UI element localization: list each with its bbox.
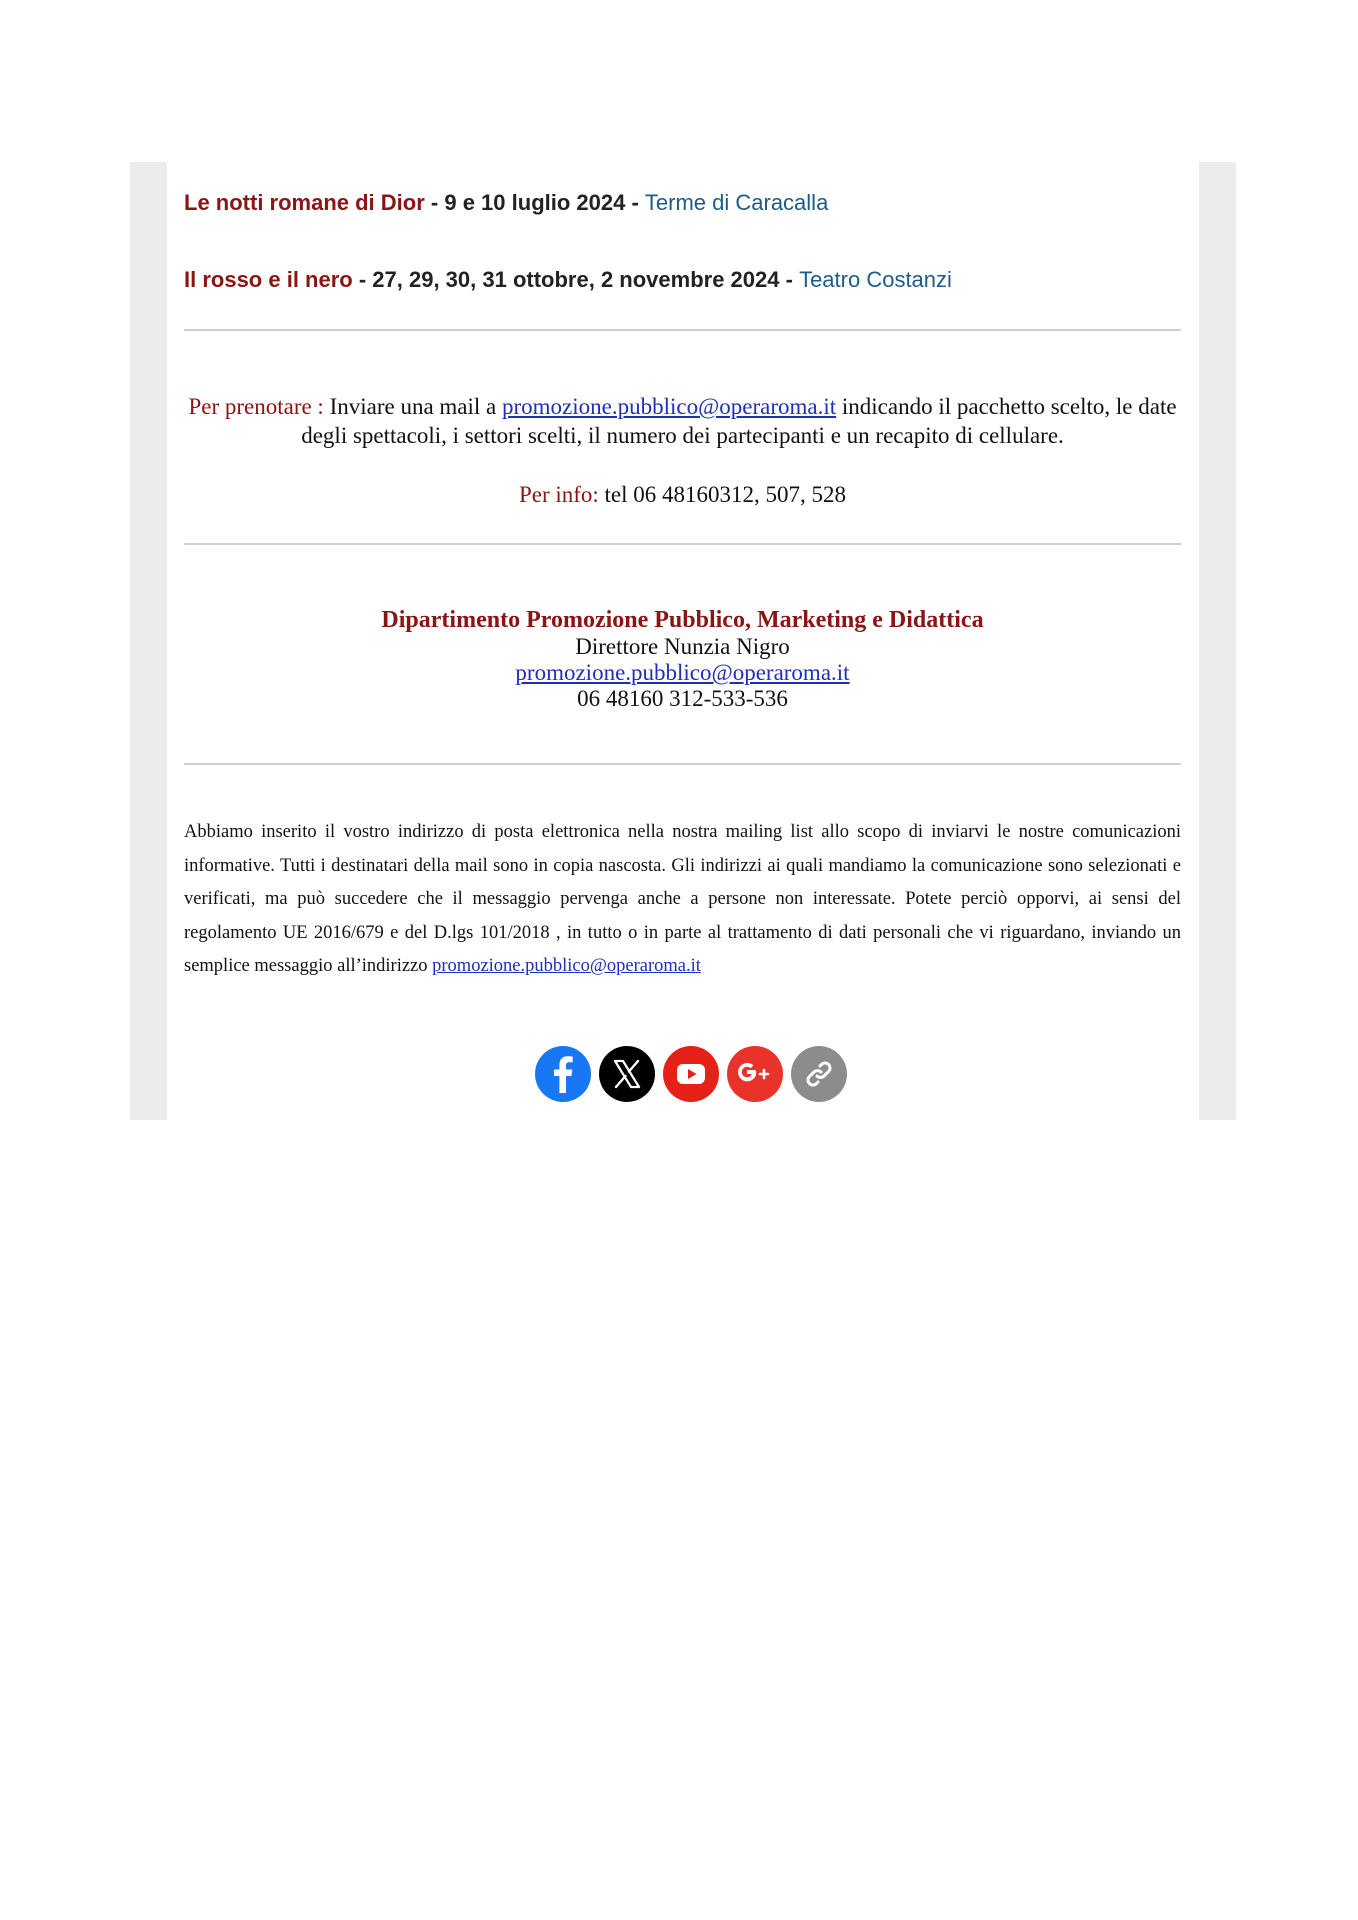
link-icon[interactable] [791,1046,847,1102]
event-dates: 27, 29, 30, 31 ottobre, 2 novembre 2024 [372,267,780,292]
event-venue: Teatro Costanzi [799,267,952,292]
department-director: Direttore Nunzia Nigro [575,634,790,659]
info-line [184,480,1181,509]
divider [184,543,1181,545]
event-venue: Terme di Caracalla [644,190,829,215]
privacy-email-link[interactable]: promozione.pubblico@operaroma.it [432,956,701,977]
separator: - [352,267,373,292]
email-frame [130,162,1236,1120]
booking-text: Inviare una mail a [323,394,502,419]
privacy-text: Abbiamo inserito il vostro indirizzo di posta elettronica nella nostra mailing list allo scopo di inviarvi le nostre comunicazioni informative. Tutti i destinatari della mail sono in copia nascosta. Gli indirizzi ai quali mandiamo la comunicazione sono selezionati e verificati, ma può succedere che il messaggio pervenga anche a persone non interessate. Potete perciò opporvi, ai sensi del regolamento UE 2016/679 e del D.lgs 101/2018 , in tutto o in parte al trattamento di dati personali che vi riguardano, inviando un semplice messaggio all’indirizzo [184,822,1181,977]
booking-paragraph [184,392,1181,450]
booking-label: Per prenotare : [188,394,324,419]
event-dates: 9 e 10 luglio 2024 [444,190,626,215]
department-phone: 06 48160 312-533-536 [577,686,788,711]
department-title: Dipartimento Promozione Pubblico, Marketing e Didattica [381,607,984,633]
privacy-notice [184,816,1181,984]
separator: - [625,190,645,215]
department-block [184,606,1181,712]
department-email-link[interactable]: promozione.pubblico@operaroma.it [515,660,850,685]
separator: - [779,267,800,292]
booking-text: indicando il pacchetto scelto, le date degli spettacoli, i settori scelti, il numero dei partecipanti e un recapito di cellulare. [301,394,1177,448]
booking-email-link[interactable]: promozione.pubblico@operaroma.it [502,394,837,419]
divider [184,329,1181,331]
info-label: Per info: [518,482,599,507]
email-body [167,162,1199,1120]
youtube-icon[interactable] [663,1046,719,1102]
event-line-rosso-nero [184,267,1181,293]
event-line-dior [184,190,1181,216]
event-title: Il rosso e il nero [184,267,353,292]
separator: - [424,190,445,215]
event-title: Le notti romane di Dior [184,190,425,215]
info-phone: tel 06 48160312, 507, 528 [598,482,847,507]
google-plus-icon[interactable] [727,1046,783,1102]
x-icon[interactable] [599,1046,655,1102]
divider [184,763,1181,765]
social-icons [167,1046,1199,1102]
facebook-icon[interactable] [535,1046,591,1102]
